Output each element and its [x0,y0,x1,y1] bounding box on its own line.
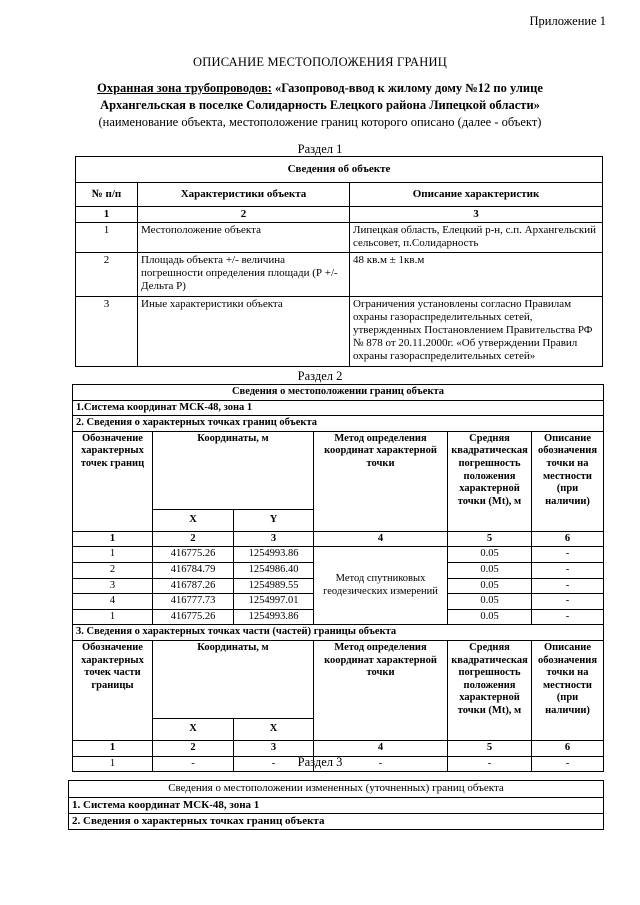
column-header: Средняя квадратическая погрешность положения характерной точки (Mt), м [448,431,532,531]
point-number: 4 [73,594,153,610]
point-number: 3 [73,578,153,594]
point-error: - [448,756,532,772]
section-2-label: Раздел 2 [297,369,343,383]
column-header: X [153,509,234,531]
row-desc: Ограничения установлены согласно Правилам охраны газораспределительных сетей, утвержденных Постановлением Правительства РФ № 878 от 20.11.2000г. «Об утверждении Правил охраны газораспределительных сетей» [350,297,603,367]
point-desc: - [532,594,604,610]
parts-header: 3. Сведения о характерных точках части (частей) границы объекта [73,625,604,641]
column-header: Координаты, м [153,640,314,718]
points-header: 2. Сведения о характерных точках границ объекта [69,814,604,830]
column-number: 4 [314,740,448,756]
column-number: 3 [234,740,314,756]
coordinate-system: 1.Система координат МСК-48, зона 1 [73,400,604,416]
table-row [76,297,603,367]
section-3-label: Раздел 3 [297,755,343,769]
appendix-label: Приложение 1 [529,14,606,28]
point-y: 1254989.55 [234,578,314,594]
zone-label: Охранная зона трубопроводов: [97,81,272,95]
column-header: Описание обозначения точки на местности (при наличии) [532,431,604,531]
point-desc: - [532,562,604,578]
object-line-2: Архангельская в поселке Солидарность Елецкого района Липецкой области» [100,98,540,112]
row-number: 3 [76,297,138,367]
row-desc: Липецкая область, Елецкий р-н, с.п. Архангельский сельсовет, п.Солидарность [350,223,603,253]
column-number: 6 [532,531,604,547]
method-value: - [314,756,448,772]
column-number: 1 [76,207,138,223]
point-error: 0.05 [448,594,532,610]
point-error: 0.05 [448,609,532,625]
boundary-points-table [72,384,604,772]
point-x: 416784.79 [153,562,234,578]
point-x: - [153,756,234,772]
column-header: Метод определения координат характерной точки [314,640,448,740]
column-header: Характеристики объекта [138,183,350,207]
column-number: 3 [350,207,603,223]
row-number: 2 [76,253,138,297]
column-header: Обозначение характерных точек границ [73,431,153,531]
table-header: Сведения об объекте [76,157,603,183]
point-number: 2 [73,562,153,578]
column-header: Y [234,509,314,531]
column-header: Описание характеристик [350,183,603,207]
method-value: Метод спутниковых геодезических измерений [314,547,448,625]
point-x: 416775.26 [153,609,234,625]
point-desc: - [532,609,604,625]
row-name: Площадь объекта +/- величина погрешности определения площади (Р +/- Дельта Р) [138,253,350,297]
column-number: 6 [532,740,604,756]
point-number: 1 [73,609,153,625]
section-1-label: Раздел 1 [297,142,343,156]
point-y: 1254997.01 [234,594,314,610]
object-lead [60,80,580,131]
document-title: ОПИСАНИЕ МЕСТОПОЛОЖЕНИЯ ГРАНИЦ [193,55,447,69]
table-header: Сведения о местоположении измененных (уточненных) границ объекта [69,781,604,798]
column-header: Метод определения координат характерной точки [314,431,448,531]
row-number: 1 [76,223,138,253]
column-number: 5 [448,531,532,547]
column-number: 5 [448,740,532,756]
column-header: X [153,718,234,740]
row-name: Местоположение объекта [138,223,350,253]
column-number: 3 [234,531,314,547]
column-header: Координаты, м [153,431,314,509]
table-header: Сведения о местоположении границ объекта [73,385,604,401]
point-error: 0.05 [448,578,532,594]
point-desc: - [532,547,604,563]
column-number: 2 [153,740,234,756]
point-number: 1 [73,756,153,772]
row-name: Иные характеристики объекта [138,297,350,367]
point-error: 0.05 [448,562,532,578]
column-header: X [234,718,314,740]
point-x: 416777.73 [153,594,234,610]
column-header: Описание обозначения точки на местности (при наличии) [532,640,604,740]
object-note: (наименование объекта, местоположение границ которого описано (далее - объект) [98,115,542,129]
point-y: 1254986.40 [234,562,314,578]
point-x: 416787.26 [153,578,234,594]
column-header: Обозначение характерных точек части границы [73,640,153,740]
row-desc: 48 кв.м ± 1кв.м [350,253,603,297]
object-line-1: «Газопровод-ввод к жилому дому №12 по улице [271,81,543,95]
column-number: 2 [153,531,234,547]
object-info-table [75,156,603,367]
changed-boundaries-table [68,780,604,830]
column-header: № п/п [76,183,138,207]
point-y: 1254993.86 [234,547,314,563]
table-row [76,253,603,297]
column-number: 2 [138,207,350,223]
point-y: 1254993.86 [234,609,314,625]
column-number: 4 [314,531,448,547]
column-number: 1 [73,740,153,756]
point-desc: - [532,756,604,772]
coordinate-system: 1. Система координат МСК-48, зона 1 [69,798,604,814]
point-number: 1 [73,547,153,563]
point-error: 0.05 [448,547,532,563]
point-y: - [234,756,314,772]
column-header: Средняя квадратическая погрешность положения характерной точки (Mt), м [448,640,532,740]
point-desc: - [532,578,604,594]
object-name [60,80,580,97]
table-row [73,547,604,563]
column-number: 1 [73,531,153,547]
table-row [76,223,603,253]
point-x: 416775.26 [153,547,234,563]
points-header: 2. Сведения о характерных точках границ объекта [73,416,604,432]
